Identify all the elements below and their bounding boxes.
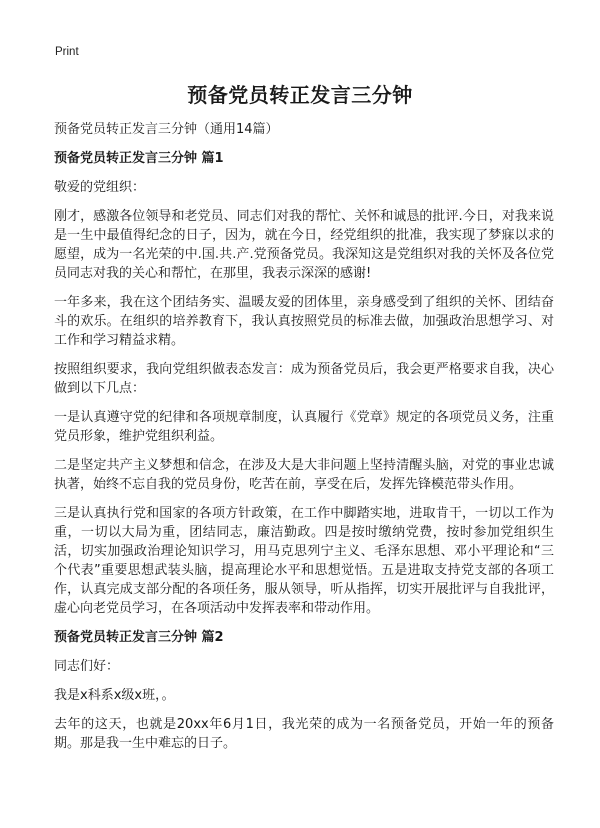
paragraph: 刚才，感激各位领导和老党员、同志们对我的帮忙、关怀和诚恳的批评.今日，对我来说是一生中最值得纪念的日子，因为，就在今日，经党组织的批准，我实现了梦寐以求的愿望，成为一名光荣的中.国.共.产.党预备党员。我深知这是党组织对我的关怀及各位党员同志对我的关心和帮忙，在那里，我表示深深的感谢! bbox=[54, 209, 554, 281]
paragraph: 二是坚定共产主义梦想和信念，在涉及大是大非问题上坚持清醒头脑，对党的事业忠诚执著，始终不忘自我的党员身份，吃苦在前，享受在后，发挥先锋模范带头作用。 bbox=[54, 458, 554, 492]
paragraph: 按照组织要求，我向党组织做表态发言：成为预备党员后，我会更严格要求自我，决心做到以下几点： bbox=[54, 362, 554, 396]
paragraph: 一是认真遵守党的纪律和各项规章制度，认真履行《党章》规定的各项党员义务，注重党员形象，维护党组织利益。 bbox=[54, 410, 554, 444]
paragraph: 一年多来，我在这个团结务实、温暖友爱的团体里，亲身感受到了组织的关怀、团结奋斗的欢乐。在组织的培养教育下，我认真按照党员的标准去做，加强政治思想学习、对工作和学习精益求精。 bbox=[54, 295, 554, 348]
print-label: Print bbox=[55, 46, 79, 58]
page-title: 预备党员转正发言三分钟 bbox=[187, 83, 413, 107]
paragraph: 敬爱的党组织： bbox=[54, 180, 146, 195]
paragraph: 去年的这天，也就是20xx年6月1日，我光荣的成为一名预备党员，开始一年的预备期。那是我一生中难忘的日子。 bbox=[54, 717, 554, 751]
paragraph: 三是认真执行党和国家的各项方针政策，在工作中脚踏实地，进取肯干，一切以工作为重，一切以大局为重，团结同志，廉洁勤政。四是按时缴纳党费，按时参加党组织生活，切实加强政治理论知识学习，用马克思列宁主义、毛泽东思想、邓小平理论和“三个代表”重要思想武装头脑，提高理论水平和思想觉悟。五是进取支持党支部的各项工作，认真完成支部分配的各项任务，服从领导，听从指挥，切实开展批评与自我批评，虚心向老党员学习，在各项活动中发挥表率和带动作用。 bbox=[54, 506, 554, 616]
document-subtitle: 预备党员转正发言三分钟（通用14篇） bbox=[54, 122, 279, 137]
paragraph: 同志们好： bbox=[54, 659, 120, 674]
section-heading-2: 预备党员转正发言三分钟 篇2 bbox=[54, 630, 224, 645]
document-body bbox=[54, 120, 554, 763]
section-heading-1: 预备党员转正发言三分钟 篇1 bbox=[54, 151, 224, 166]
paragraph: 我是x科系x级x班，。 bbox=[54, 688, 175, 703]
